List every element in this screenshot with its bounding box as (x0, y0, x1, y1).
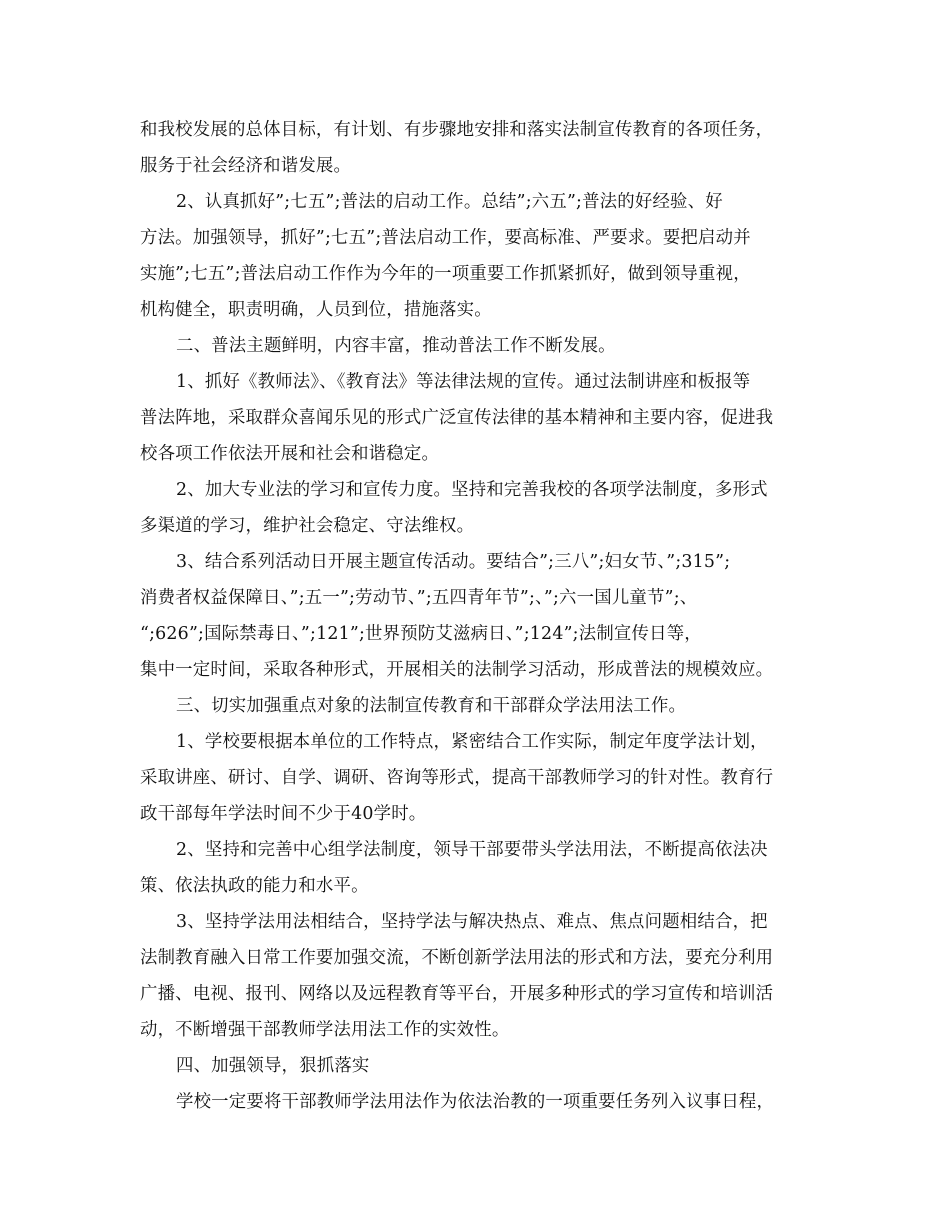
text-line: 集中一定时间，采取各种形式，开展相关的法制学习活动，形成普法的规模效应。 (140, 660, 774, 680)
section-heading: 二、普法主题鲜明，内容丰富，推动普法工作不断发展。 (176, 336, 616, 356)
text-line: 动，不断增强干部教师学法用法工作的实效性。 (140, 1020, 510, 1040)
text-line: 广播、电视、报刊、网络以及远程教育等平台，开展多种形式的学习宣传和培训活 (140, 984, 774, 1004)
text-line: 3、坚持学法用法相结合，坚持学法与解决热点、难点、焦点问题相结合，把 (176, 912, 768, 932)
text-line: 消费者权益保障日、”;五一”;劳动节、”;五四青年节”;、”;六一国儿童节”;、 (140, 588, 698, 608)
text-line: 实施”;七五”;普法启动工作作为今年的一项重要工作抓紧抓好，做到领导重视， (140, 264, 751, 284)
text-line: 1、抓好《教师法》、《教育法》等法律法规的宣传。通过法制讲座和板报等 (176, 372, 751, 392)
text-line: 1、学校要根据本单位的工作特点，紧密结合工作实际，制定年度学法计划， (176, 732, 768, 752)
text-line: 多渠道的学习，维护社会稳定、守法维权。 (140, 516, 475, 536)
text-line: 政干部每年学法时间不少于40学时。 (140, 804, 427, 824)
text-line: 服务于社会经济和谐发展。 (140, 156, 352, 176)
text-line: 3、结合系列活动日开展主题宣传活动。要结合”;三八”;妇女节、”;315”; (176, 552, 731, 572)
text-line: 普法阵地，采取群众喜闻乐见的形式广泛宣传法律的基本精神和主要内容，促进我 (140, 408, 774, 428)
text-line: 2、加大专业法的学习和宣传力度。坚持和完善我校的各项学法制度，多形式 (176, 480, 768, 500)
text-line: “;626”;国际禁毒日、”;121”;世界预防艾滋病日、”;124”;法制宣传日等， (140, 624, 702, 644)
text-line: 方法。加强领导，抓好”;七五”;普法启动工作，要高标准、严要求。要把启动并 (140, 228, 751, 248)
text-line: 法制教育融入日常工作要加强交流，不断创新学法用法的形式和方法，要充分利用 (140, 948, 774, 968)
text-line: 策、依法执政的能力和水平。 (140, 876, 369, 896)
text-line: 2、坚持和完善中心组学法制度，领导干部要带头学法用法，不断提高依法决 (176, 840, 768, 860)
text-line: 机构健全，职责明确，人员到位，措施落实。 (140, 300, 492, 320)
section-heading: 三、切实加强重点对象的法制宣传教育和干部群众学法用法工作。 (176, 696, 687, 716)
text-line: 校各项工作依法开展和社会和谐稳定。 (140, 444, 440, 464)
text-line: 采取讲座、研讨、自学、调研、咨询等形式，提高干部教师学习的针对性。教育行 (140, 768, 774, 788)
text-line: 学校一定要将干部教师学法用法作为依法治教的一项重要任务列入议事日程， (176, 1092, 775, 1112)
section-heading: 四、加强领导，狠抓落实 (176, 1056, 370, 1076)
text-line: 和我校发展的总体目标，有计划、有步骤地安排和落实法制宣传教育的各项任务， (140, 120, 774, 140)
text-line: 2、认真抓好”;七五”;普法的启动工作。总结”;六五”;普法的好经验、好 (176, 192, 723, 212)
